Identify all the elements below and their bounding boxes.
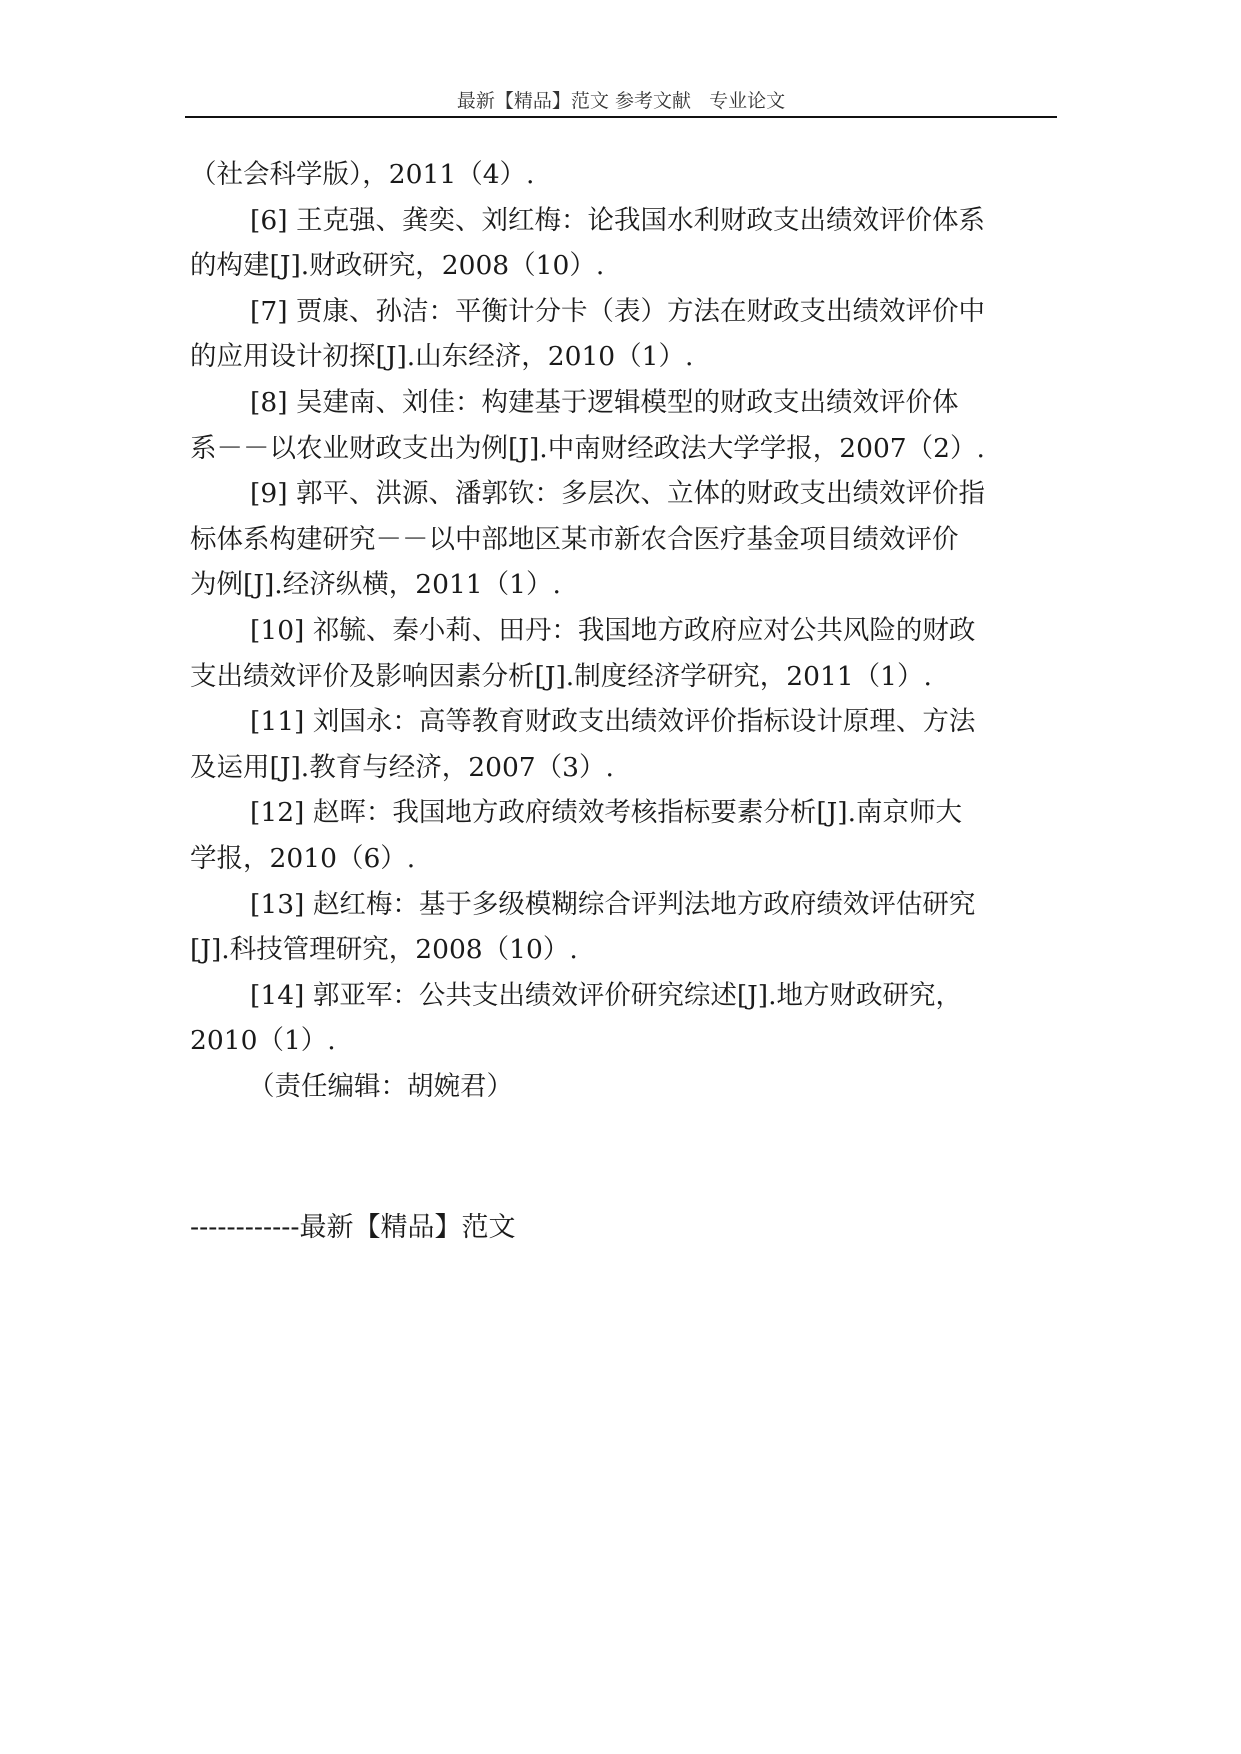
reference-line: [9] 郭平、洪源、潘郭钦：多层次、立体的财政支出绩效评价指 [250,478,985,510]
reference-line: [7] 贾康、孙洁：平衡计分卡（表）方法在财政支出绩效评价中 [250,295,985,327]
reference-line: [14] 郭亚军：公共支出绩效评价研究综述[J].地方财政研究， [250,979,963,1011]
reference-line: 为例[J].经济纵横，2011（1）. [190,569,561,601]
reference-line: 及运用[J].教育与经济，2007（3）. [190,751,614,783]
editor-credit: （责任编辑：胡婉君） [248,1070,513,1102]
reference-line: [11] 刘国永：高等教育财政支出绩效评价指标设计原理、方法 [250,706,976,738]
reference-line: [J].科技管理研究，2008（10）. [190,934,578,966]
page-footer: ------------最新【精品】范文 [190,1212,516,1243]
page-header: 最新【精品】范文 参考文献 专业论文 [456,90,786,112]
reference-line: [13] 赵红梅：基于多级模糊综合评判法地方政府绩效评估研究 [250,888,976,920]
reference-line: [12] 赵晖：我国地方政府绩效考核指标要素分析[J].南京师大 [250,797,963,829]
reference-line: 的应用设计初探[J].山东经济，2010（1）. [190,341,694,373]
reference-list [190,152,1060,1109]
reference-line: 的构建[J].财政研究，2008（10）. [190,250,605,282]
reference-line: [10] 祁毓、秦小莉、田丹：我国地方政府应对公共风险的财政 [250,614,976,646]
reference-line: （社会科学版），2011（4）. [190,159,535,190]
reference-line: [6] 王克强、龚奕、刘红梅：论我国水利财政支出绩效评价体系 [250,204,985,236]
reference-line: 支出绩效评价及影响因素分析[J].制度经济学研究，2011（1）. [190,660,932,692]
reference-line: 学报，2010（6）. [190,842,416,874]
reference-line: 系－－以农业财政支出为例[J].中南财经政法大学学报，2007（2）. [190,432,985,464]
reference-line: 标体系构建研究－－以中部地区某市新农合医疗基金项目绩效评价 [190,523,959,555]
header-rule [185,116,1057,118]
reference-line: 2010（1）. [190,1025,336,1057]
reference-line: [8] 吴建南、刘佳：构建基于逻辑模型的财政支出绩效评价体 [250,386,959,418]
